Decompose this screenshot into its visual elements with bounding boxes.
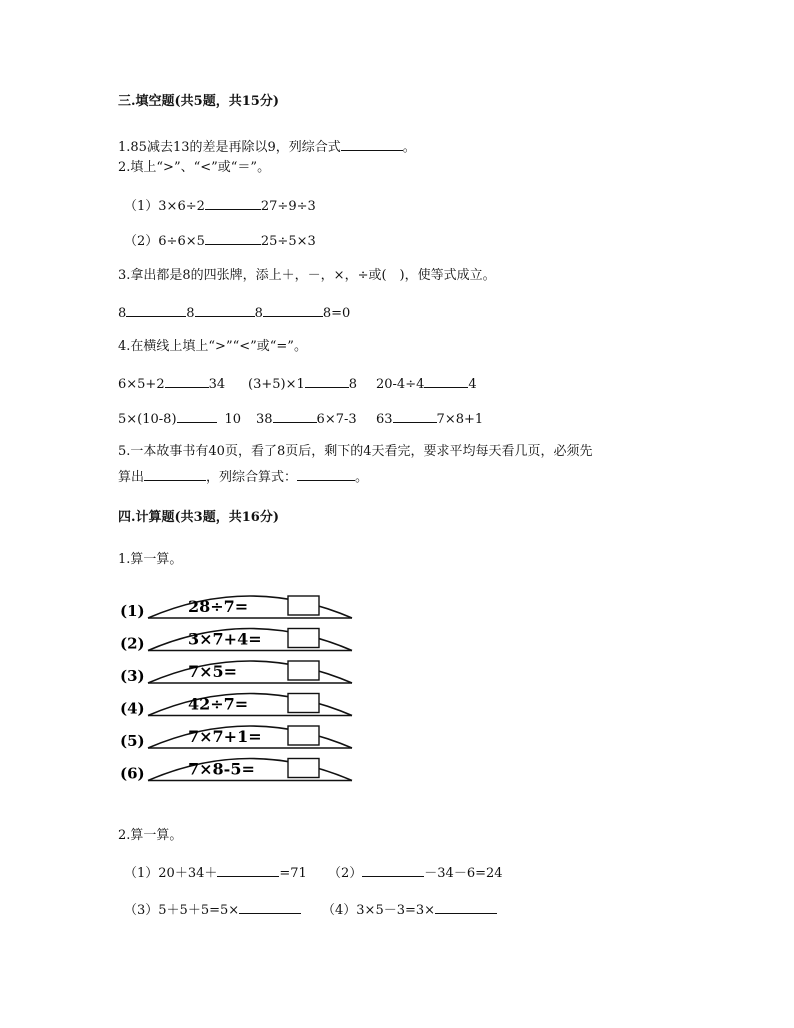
expr-right: 34: [208, 377, 226, 392]
answer-blank[interactable]: [239, 901, 301, 914]
answer-blank[interactable]: [144, 468, 206, 481]
compare-item: [248, 375, 357, 393]
question-text: 算出: [118, 470, 145, 485]
fill-item: [124, 901, 301, 919]
arch-row: [120, 629, 352, 653]
section-4-heading: 四.计算题(共3题，共16分): [118, 510, 279, 525]
card-number: 8: [254, 306, 263, 321]
compare-item: [124, 197, 316, 215]
question-text: 1.85减去13的差是再除以9，列综合式: [118, 140, 341, 155]
expr-right: 4: [468, 377, 477, 392]
expr-right: 10: [224, 412, 242, 427]
arch-row: [120, 661, 352, 685]
expr-left: (3+5)×1: [248, 377, 305, 392]
expr-right: 6×7-3: [316, 412, 357, 427]
punctuation: 。: [402, 140, 416, 155]
expr-before: 5＋5＋5=5×: [158, 903, 240, 918]
punctuation: 。: [355, 470, 369, 485]
question-3-3: 3.拿出都是8的四张牌，添上＋，－，×，÷或( )，使等式成立。: [118, 268, 496, 283]
item-label: （2）: [124, 234, 159, 249]
arch-curve: [148, 694, 352, 716]
item-label: （1）: [124, 866, 159, 881]
arch-expression: 7×8-5=: [188, 759, 255, 779]
compare-item: [118, 410, 241, 428]
answer-blank[interactable]: [205, 197, 261, 210]
answer-blank[interactable]: [297, 468, 355, 481]
expr-left: 38: [256, 412, 273, 427]
compare-item: [376, 375, 477, 393]
arch-curve: [148, 661, 352, 683]
answer-blank[interactable]: [205, 232, 261, 245]
answer-blank[interactable]: [165, 375, 209, 388]
question-text: ，列综合算式：: [206, 470, 298, 485]
answer-blank[interactable]: [362, 864, 424, 877]
arch-expression: 28÷7=: [188, 597, 249, 616]
question-3-2: 2.填上“>”、“<”或“＝”。: [118, 160, 271, 175]
arch-calculation-figure: [118, 588, 358, 794]
expr-left: 6÷6×5: [158, 234, 205, 249]
item-label: （2）: [328, 866, 363, 881]
fill-item: [124, 864, 307, 882]
answer-blank[interactable]: [126, 304, 186, 317]
card-equation: [118, 304, 350, 322]
expr-right: 7×8+1: [436, 412, 484, 427]
arch-label: (1): [120, 602, 145, 620]
fill-item: [322, 901, 497, 919]
answer-box[interactable]: [288, 759, 319, 778]
card-number: 8=0: [322, 306, 351, 321]
answer-blank[interactable]: [424, 375, 468, 388]
expr-left: 5×(10-8): [118, 412, 177, 427]
answer-box[interactable]: [288, 629, 319, 648]
card-number: 8: [186, 306, 195, 321]
answer-blank[interactable]: [177, 410, 217, 423]
arch-expression: 42÷7=: [188, 694, 249, 714]
question-4-2: 2.算一算。: [118, 828, 183, 843]
item-label: （1）: [124, 199, 159, 214]
arch-expression: 7×7+1=: [188, 727, 262, 746]
expr-left: 3×6÷2: [158, 199, 205, 214]
compare-item: [118, 375, 225, 393]
section-3-heading: 三.填空题(共5题，共15分): [118, 94, 279, 109]
card-number: 8: [118, 306, 127, 321]
arch-row: [120, 726, 352, 750]
fill-item: [328, 864, 503, 882]
expr-after: =71: [279, 866, 307, 881]
arch-label: (6): [120, 764, 145, 783]
expr-left: 63: [376, 412, 393, 427]
compare-item: [376, 410, 483, 428]
arch-expression: 3×7+4=: [188, 629, 262, 649]
answer-box[interactable]: [288, 726, 319, 745]
answer-blank[interactable]: [393, 410, 437, 423]
question-3-5: 5.一本故事书有40页，看了8页后，剩下的4天看完，要求平均每天看几页，必须先: [118, 444, 593, 459]
expr-right: 25÷5×3: [260, 234, 316, 249]
question-3-5-line2: [118, 468, 368, 486]
arch-label: (4): [120, 699, 145, 718]
arch-curve: [148, 596, 352, 618]
answer-blank[interactable]: [305, 375, 349, 388]
expr-before: 3×5－3=3×: [356, 903, 436, 918]
arch-label: (5): [120, 732, 145, 750]
answer-blank[interactable]: [217, 864, 279, 877]
expr-left: 6×5+2: [118, 377, 165, 392]
compare-item: [124, 232, 316, 250]
expr-left: 20-4÷4: [376, 377, 425, 392]
answer-box[interactable]: [288, 661, 319, 680]
answer-blank[interactable]: [195, 304, 255, 317]
expr-after: －34－6=24: [424, 866, 503, 881]
question-3-4: 4.在横线上填上“>”“<”或“=”。: [118, 339, 307, 354]
arch-label: (2): [120, 634, 145, 653]
answer-blank[interactable]: [435, 901, 497, 914]
arch-row: [120, 759, 352, 783]
compare-item: [256, 410, 357, 428]
answer-box[interactable]: [288, 596, 319, 615]
expr-right: 27÷9÷3: [260, 199, 316, 214]
answer-blank[interactable]: [263, 304, 323, 317]
answer-blank[interactable]: [273, 410, 317, 423]
expr-right: 8: [348, 377, 358, 392]
answer-box[interactable]: [288, 694, 319, 713]
arch-expression: 7×5=: [188, 662, 238, 681]
arch-row: [120, 694, 352, 718]
answer-blank[interactable]: [341, 138, 403, 151]
question-3-1: [118, 138, 416, 156]
arch-row: [120, 596, 352, 620]
item-label: （4）: [322, 903, 357, 918]
expr-before: 20＋34＋: [158, 866, 218, 881]
arch-label: (3): [120, 667, 145, 685]
question-4-1: 1.算一算。: [118, 552, 183, 567]
item-label: （3）: [124, 903, 159, 918]
